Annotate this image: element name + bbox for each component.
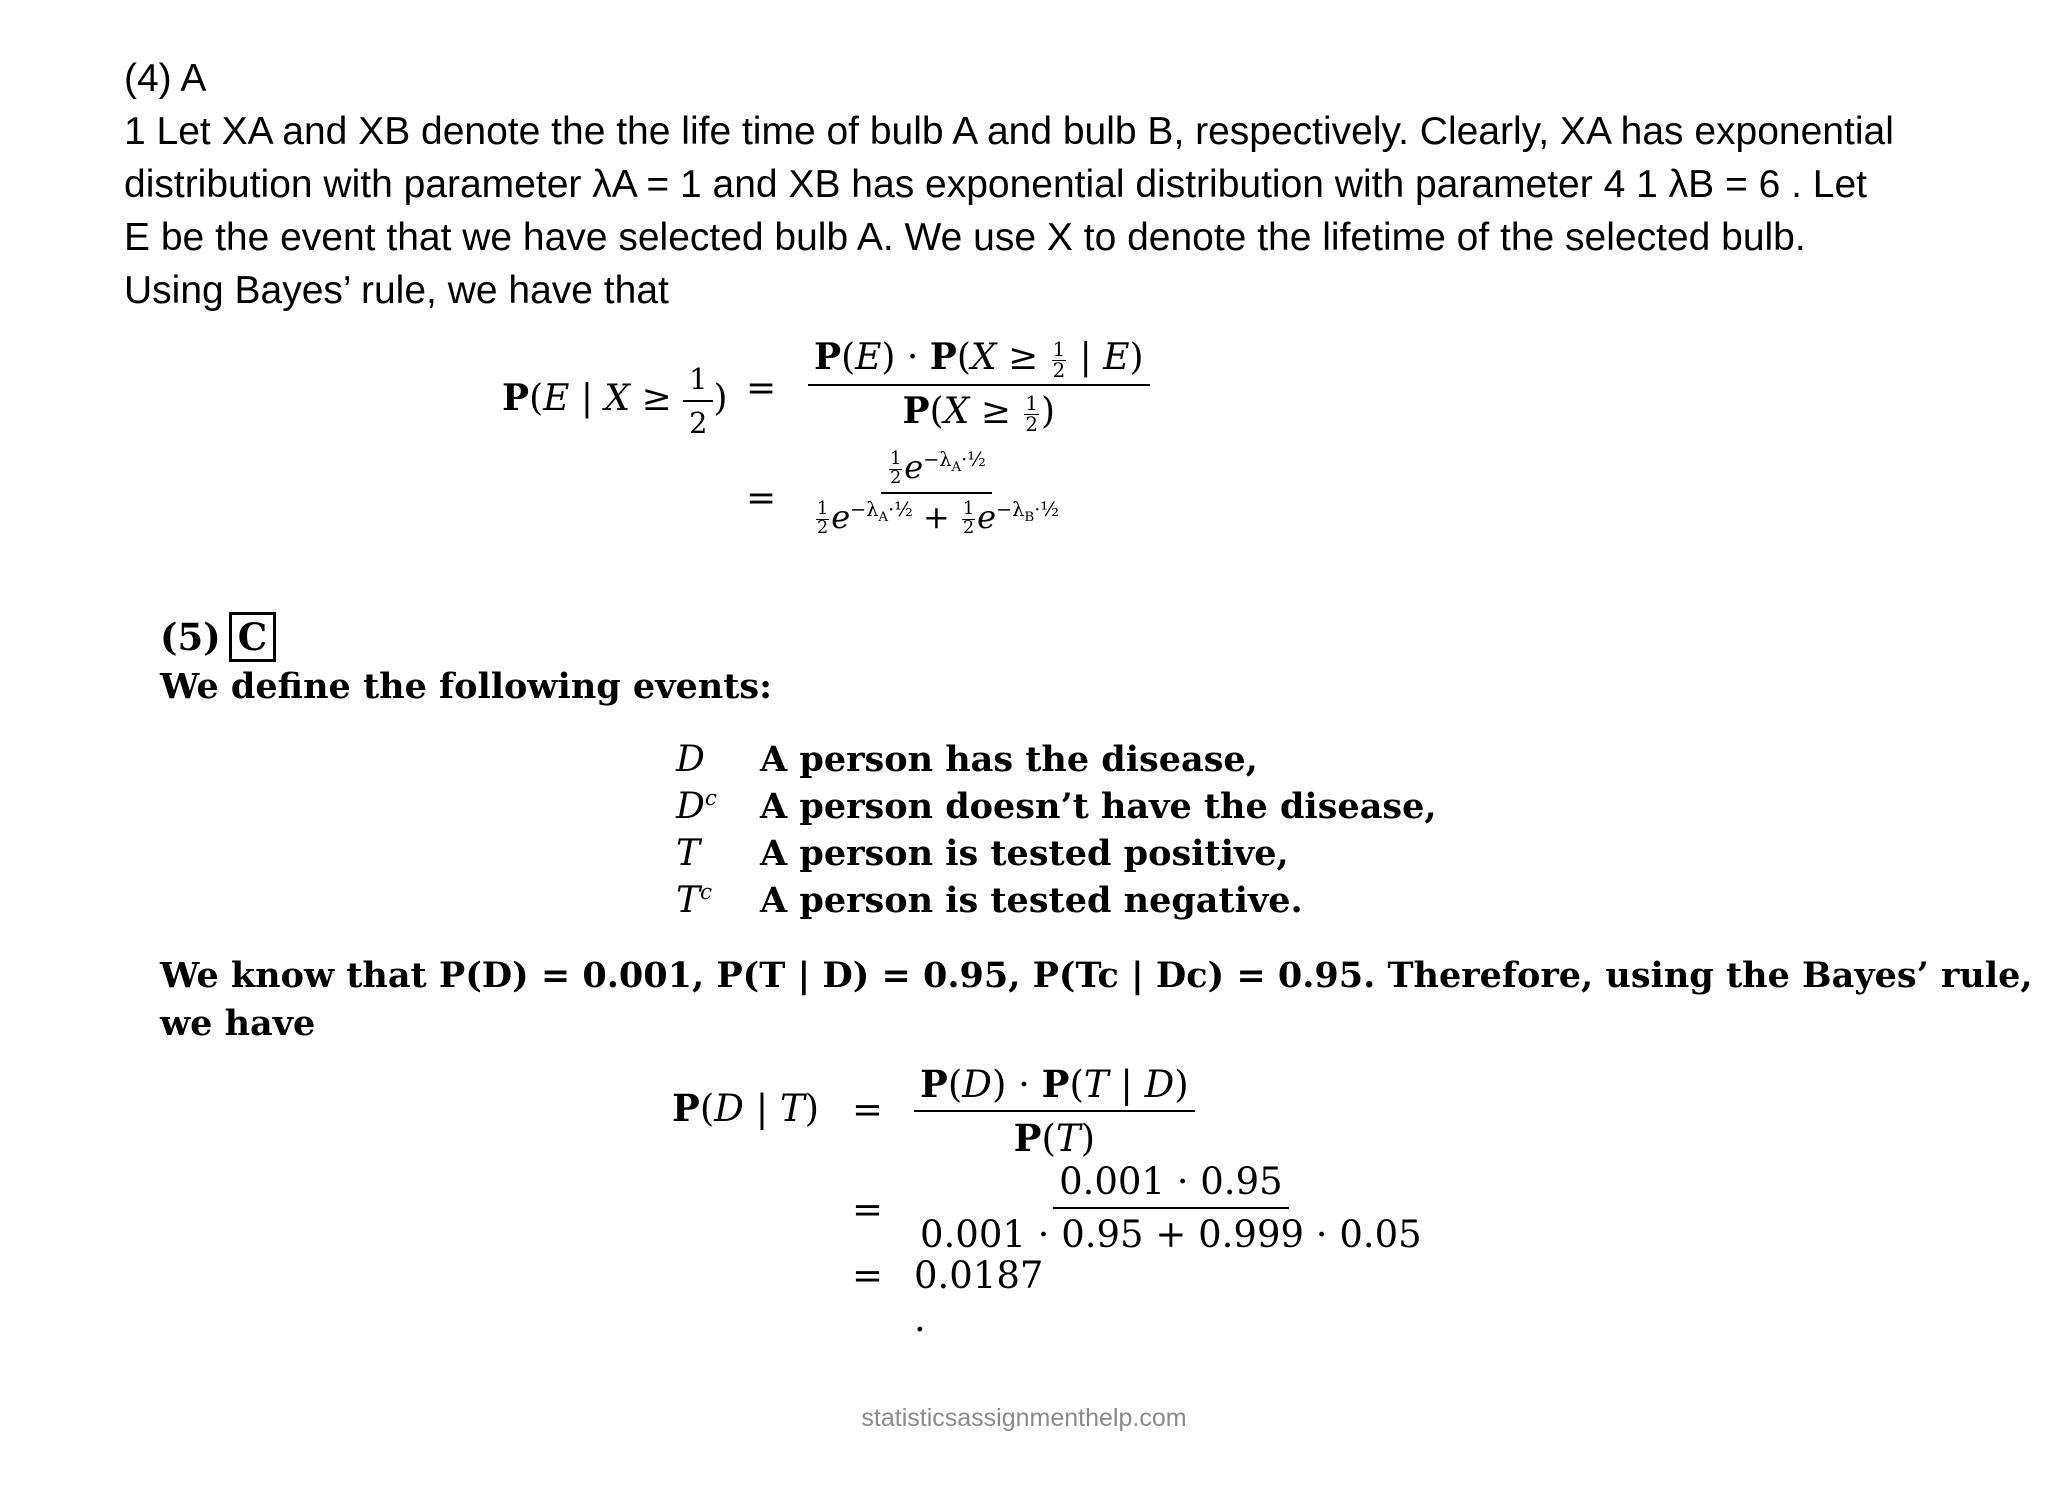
event-row [676, 877, 1437, 924]
problem4-line-2: distribution with parameter λA = 1 and XB has exponential distribution with parameter 4 1 λB = 6 . Let [124, 163, 1867, 206]
equals-sign: = [852, 1188, 884, 1231]
events-list [676, 736, 1437, 924]
event-row [676, 783, 1437, 830]
event-description: A person is tested positive, [760, 833, 1289, 874]
problem4-text [124, 52, 1984, 317]
event-symbol: $T^c$ [676, 880, 713, 921]
event-symbol: D [676, 739, 705, 780]
known-line-2: we have [160, 1003, 316, 1044]
disease-rhs-2 [914, 1160, 1428, 1256]
answer-box: C [229, 612, 276, 662]
event-symbol: T [676, 833, 701, 874]
calc-denominator: 0.001 · 0.95 + 0.999 · 0.05 [920, 1213, 1422, 1256]
bulb-rhs-1: P(E) · P(X ≥ $\frac{1}{2}$ | E) P(X ≥ $\frac{1}{2}$ ) [808, 336, 1150, 435]
disease-lhs: P(D | T) [672, 1086, 820, 1130]
footer-website: statisticsassignmenthelp.com [861, 1404, 1187, 1432]
event-row [676, 830, 1437, 877]
bulb-lhs: P(E | X ≥ $\frac{1}{2}$ ) [502, 362, 728, 440]
calc-result: 0.0187 . [914, 1254, 1044, 1340]
event-description: A person has the disease, [760, 739, 1258, 780]
equals-sign: = [852, 1254, 884, 1297]
calc-numerator: 0.001 · 0.95 [1053, 1160, 1289, 1209]
event-row [676, 736, 1437, 783]
equals-sign: = [746, 368, 777, 409]
known-probabilities-text [160, 952, 2033, 1048]
equals-sign: = [852, 1088, 884, 1131]
bulb-rhs-2: $\frac{1}{2}$ $e^{-\lambda_A\cdot\frac{1}{2}}$ $\frac{1}{2}$ $e^{-\lambda_A\cdot\frac{1}{2}}$ + $\frac{1}{2}$ $e^{-\lambda_B\cdot\frac{1}{2}}$ [817, 448, 1059, 538]
problem4-heading: (4) A [124, 57, 207, 100]
problem5-heading [160, 612, 276, 662]
disease-rhs-1: $\frac{P(D) \cdot P(T | D)}{P(T)}$ [914, 1062, 1195, 1160]
problem5-label: (5) [160, 615, 221, 659]
define-events-text: We define the following events: [160, 666, 773, 707]
problem4-line-4: Using Bayes’ rule, we have that [124, 269, 669, 312]
equals-sign: = [746, 478, 777, 519]
event-description: A person doesn’t have the disease, [760, 786, 1437, 827]
event-description: A person is tested negative. [760, 880, 1303, 921]
known-line-1: We know that P(D) = 0.001, P(T | D) = 0.95, P(Tc | Dc) = 0.95. Therefore, using the Bayes’ rule, [160, 955, 2033, 996]
problem4-line-1: 1 Let XA and XB denote the the life time of bulb A and bulb B, respectively. Clearly, XA has exponential [124, 110, 1894, 153]
problem4-line-3: E be the event that we have selected bulb A. We use X to denote the lifetime of the selected bulb. [124, 216, 1806, 259]
event-symbol: $D^c$ [676, 786, 717, 827]
